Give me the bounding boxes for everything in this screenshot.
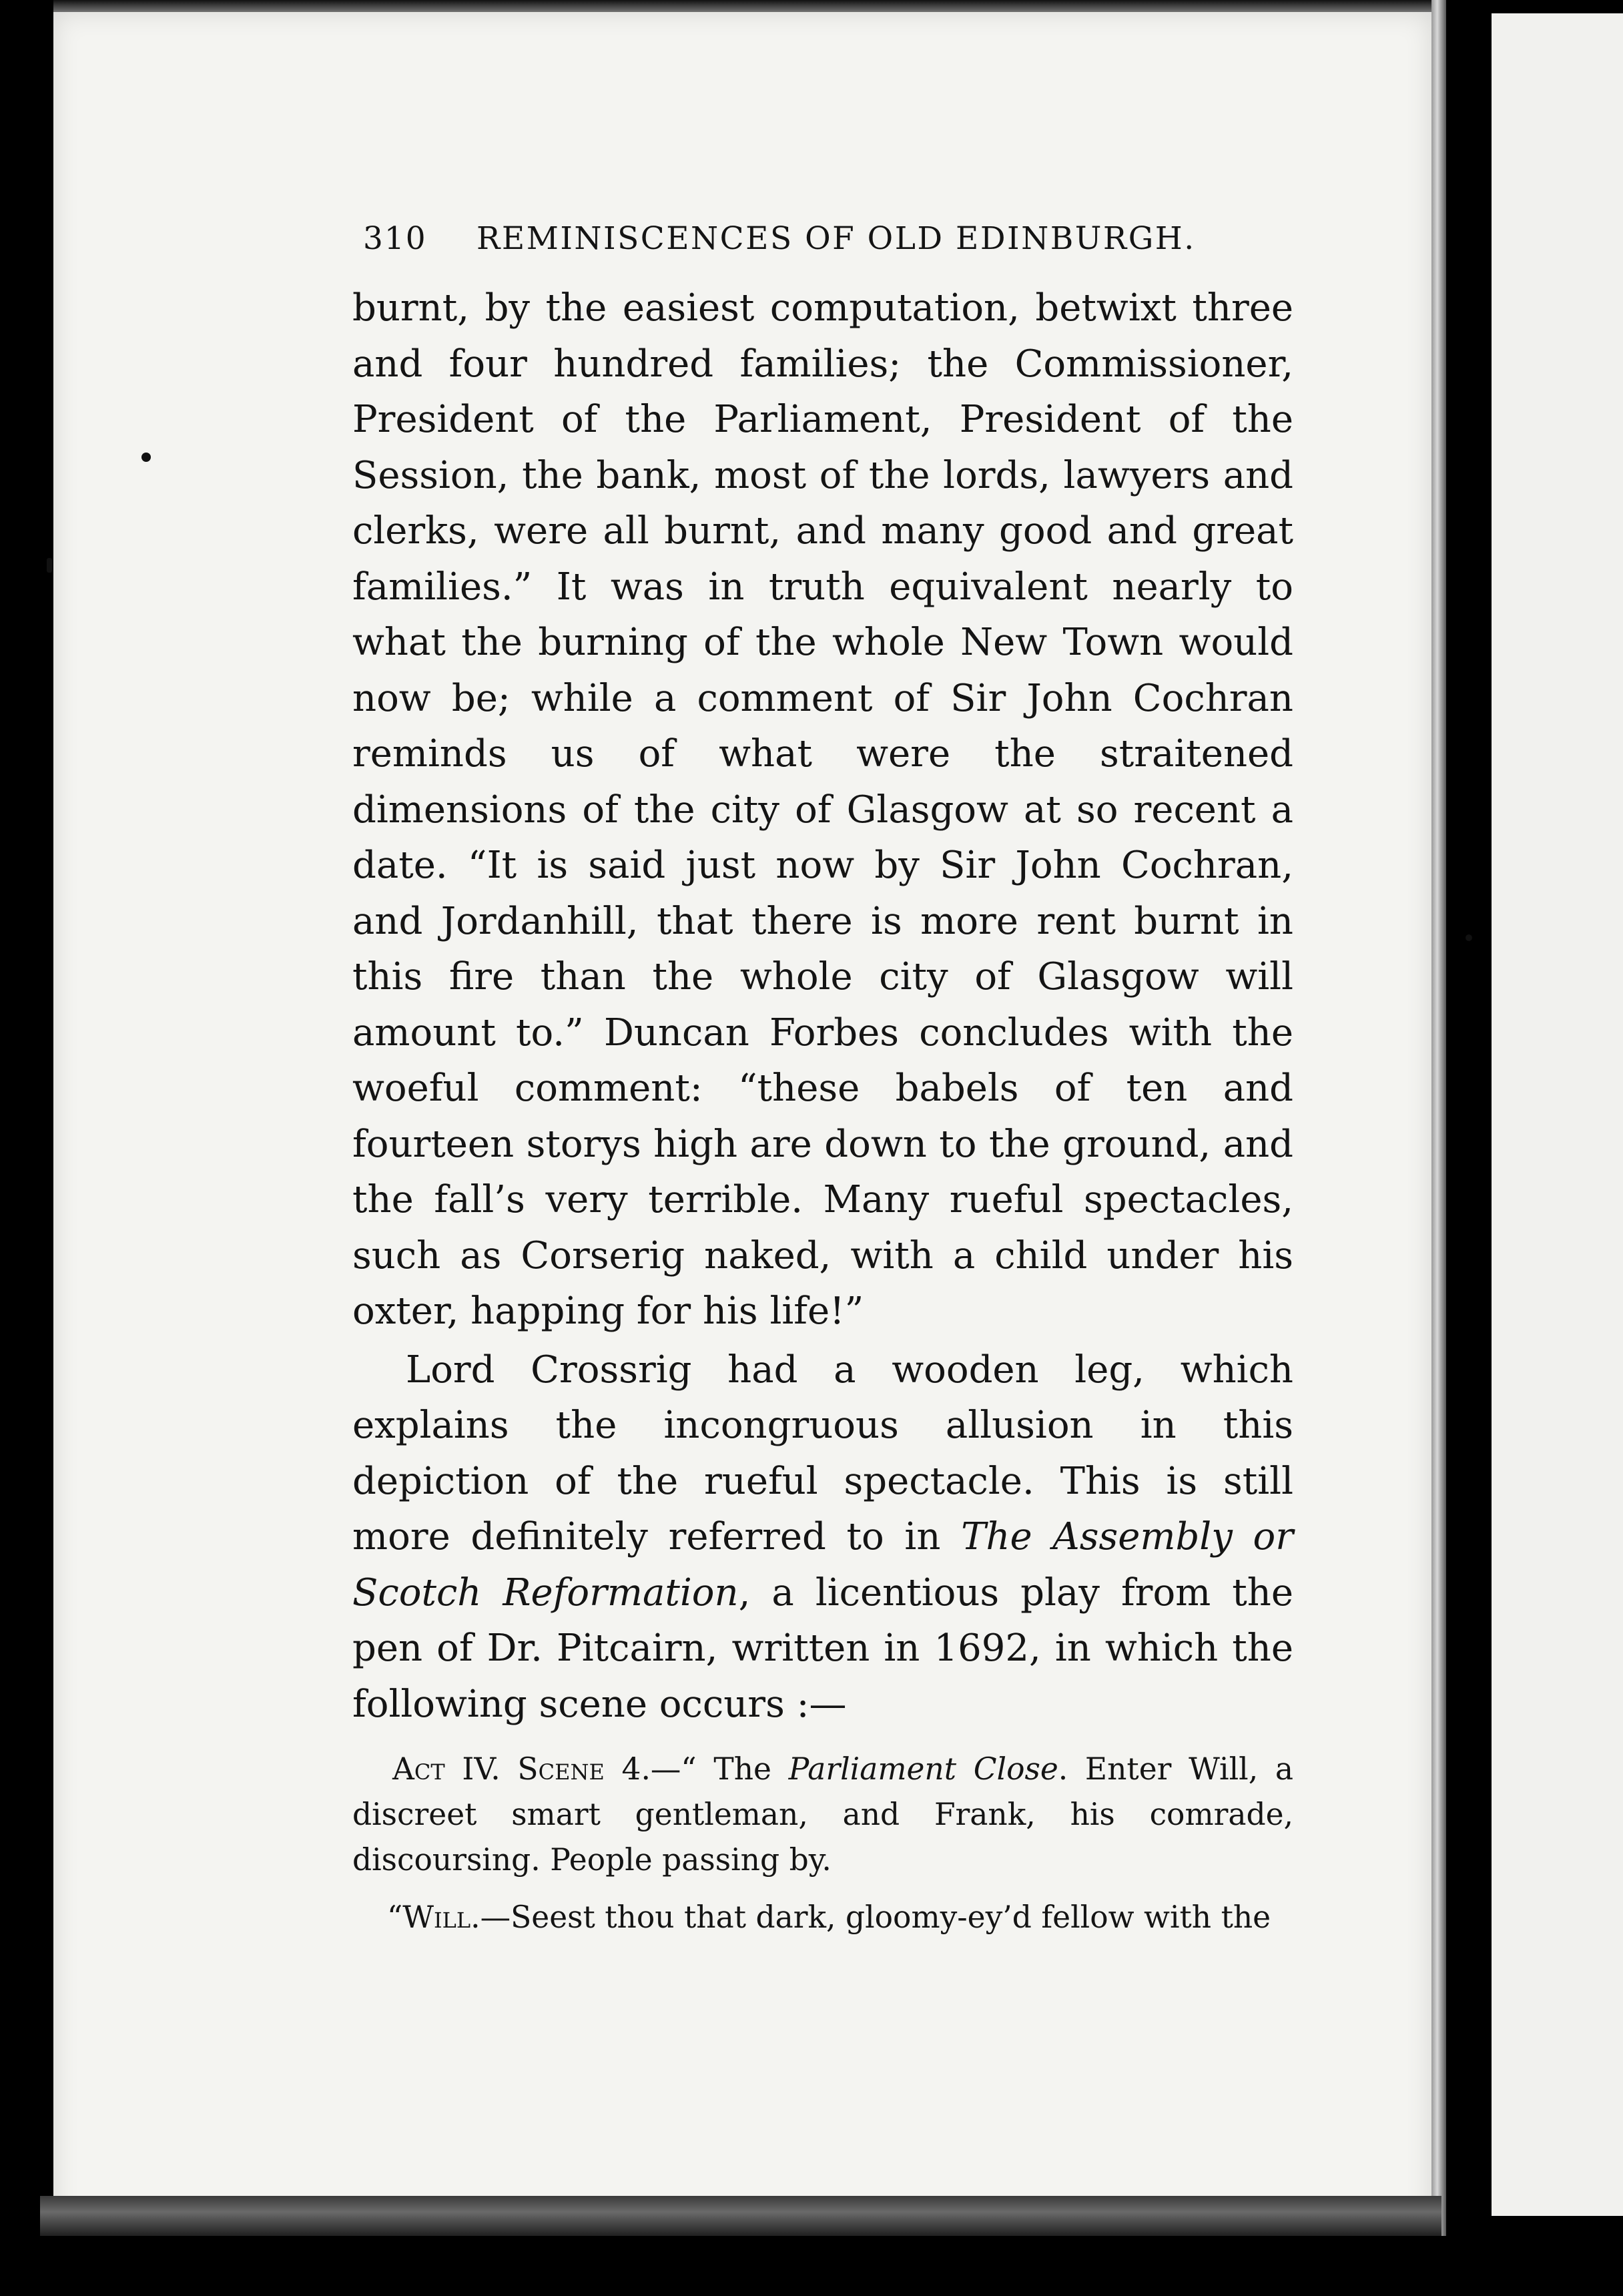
ink-speck: [1466, 934, 1472, 941]
ink-speck: [141, 453, 151, 462]
stage-direction-text: . Enter Will, a discreet smart gentleman, and Frank, his comrade, discoursing. People passing by.: [352, 1751, 1294, 1878]
scene-place: Parliament Close: [788, 1751, 1058, 1787]
page-right-edge: [1431, 0, 1446, 2236]
body-paragraph-1: burnt, by the easiest computation, betwixt three and four hundred families; the Commissioner, President of the Parliament, President of the Session, the bank, most of the lords, lawyers and clerks, were all burnt, and many good and great families.” It was in truth equivalent nearly to what the burning of the whole New Town would now be; while a comment of Sir John Cochran reminds us of what were the straitened dimensions of the city of Glasgow at so recent a date. “It is said just now by Sir John Cochran, and Jordanhill, that there is more rent burnt in this fire than the whole city of Glasgow will amount to.” Duncan Forbes concludes with the woeful comment: “these babels of ten and fourteen storys high are down to the ground, and the fall’s very terrible. Many rueful spectacles, such as Corserig naked, with a child under his oxter, happing for his life!”: [352, 286, 1293, 1333]
gutter-shadow: [1468, 0, 1492, 2296]
body-paragraph-2: [352, 1342, 1293, 1733]
quoted-stage-direction: [352, 1747, 1293, 1883]
play-title: The Assembly or Scotch Reformation: [352, 1515, 1293, 1615]
speaker-name: Will.: [402, 1900, 480, 1935]
page-text: [352, 220, 1293, 1940]
quoted-speech: [352, 1895, 1293, 1940]
ink-speck: [47, 558, 52, 573]
act-scene-label: Act IV. Scene 4.: [392, 1751, 651, 1787]
facing-page-sliver: [1492, 13, 1623, 2216]
act-dash: —“ The: [650, 1751, 789, 1787]
open-quote: “: [387, 1900, 403, 1935]
page-number: 310: [363, 220, 427, 257]
page-bottom-edge: [40, 2196, 1441, 2236]
paragraph-2-text-start: Lord Crossrig had a wooden leg, which explains the incongruous allusion in this depiction of the rueful spectacle. This is still more definitely referred to in: [352, 1348, 1293, 1558]
running-head: [363, 220, 1293, 280]
paragraph-2-text-end: , a licentious play from the pen of Dr. Pitcairn, written in 1692, in which the following scene occurs :—: [352, 1570, 1293, 1726]
running-title: REMINISCENCES OF OLD EDINBURGH.: [476, 220, 1196, 257]
speech-text: —Seest thou that dark, gloomy-ey’d fellow with the: [480, 1900, 1271, 1935]
